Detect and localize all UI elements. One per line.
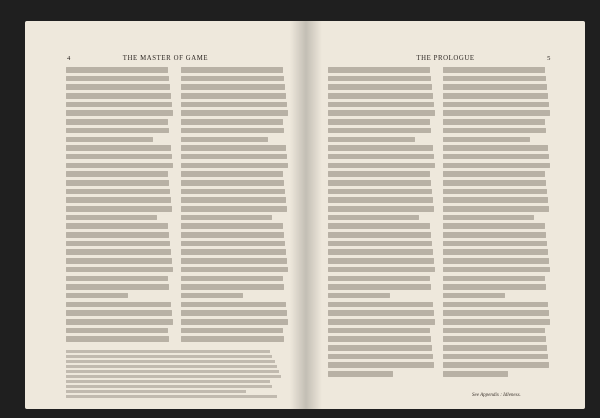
text-line xyxy=(66,215,157,221)
text-line xyxy=(443,362,549,368)
text-line xyxy=(66,110,173,116)
text-line xyxy=(443,206,549,212)
text-line xyxy=(66,84,170,90)
text-line xyxy=(443,223,545,229)
text-line xyxy=(443,189,547,195)
text-line xyxy=(181,137,268,143)
text-line xyxy=(443,128,546,134)
text-line xyxy=(181,93,286,99)
text-line xyxy=(328,110,435,116)
text-line xyxy=(66,197,171,203)
text-line xyxy=(66,276,168,282)
text-line xyxy=(181,249,286,255)
text-line xyxy=(328,215,419,221)
text-line xyxy=(181,284,284,290)
text-line xyxy=(181,171,283,177)
text-line xyxy=(181,128,284,134)
text-line xyxy=(443,345,547,351)
text-line xyxy=(328,345,432,351)
gutter-shadow xyxy=(306,21,322,409)
text-line xyxy=(328,171,430,177)
left-page xyxy=(25,21,306,409)
text-line xyxy=(181,267,288,273)
text-line xyxy=(181,102,287,108)
text-line xyxy=(66,336,169,342)
right-page xyxy=(306,21,585,409)
text-line xyxy=(66,390,246,393)
text-line xyxy=(443,328,545,334)
text-line xyxy=(443,249,548,255)
text-line xyxy=(66,310,172,316)
right-page-column-2 xyxy=(443,67,551,380)
text-line xyxy=(181,84,285,90)
left-page-number: 4 xyxy=(67,55,71,62)
text-line xyxy=(66,102,172,108)
text-line xyxy=(443,84,547,90)
text-line xyxy=(66,137,153,143)
text-line xyxy=(181,276,283,282)
text-line xyxy=(443,371,508,377)
text-line xyxy=(66,365,277,368)
text-line xyxy=(443,119,545,125)
text-line xyxy=(328,180,431,186)
text-line xyxy=(181,302,286,308)
text-line xyxy=(181,215,272,221)
text-line xyxy=(66,232,169,238)
text-line xyxy=(443,102,549,108)
text-line xyxy=(328,197,433,203)
right-page-column-1 xyxy=(328,67,436,380)
text-line xyxy=(328,76,431,82)
text-line xyxy=(328,328,430,334)
right-page-number: 5 xyxy=(547,55,551,62)
text-line xyxy=(66,375,281,378)
text-line xyxy=(328,189,432,195)
text-line xyxy=(181,189,285,195)
text-line xyxy=(66,171,168,177)
text-line xyxy=(443,215,534,221)
text-line xyxy=(66,163,173,169)
right-page-footer-note: See Appendix : Idleness. xyxy=(472,393,521,398)
text-line xyxy=(66,128,169,134)
text-line xyxy=(181,76,284,82)
text-line xyxy=(328,258,434,264)
text-line xyxy=(328,319,435,325)
text-line xyxy=(443,110,550,116)
text-line xyxy=(328,293,390,299)
text-line xyxy=(443,276,545,282)
text-line xyxy=(181,336,284,342)
text-line xyxy=(181,293,243,299)
text-line xyxy=(181,154,287,160)
text-line xyxy=(181,163,288,169)
text-line xyxy=(328,145,433,151)
right-running-head: THE PROLOGUE xyxy=(416,55,475,62)
text-line xyxy=(181,180,284,186)
text-line xyxy=(443,319,550,325)
text-line xyxy=(66,249,171,255)
text-line xyxy=(66,241,170,247)
text-line xyxy=(66,223,168,229)
text-line xyxy=(66,293,128,299)
text-line xyxy=(181,319,288,325)
text-line xyxy=(66,350,270,353)
open-book xyxy=(25,21,585,409)
text-line xyxy=(328,276,430,282)
left-page-footnotes xyxy=(66,350,288,400)
text-line xyxy=(181,119,283,125)
text-line xyxy=(443,197,548,203)
text-line xyxy=(328,336,431,342)
text-line xyxy=(328,249,433,255)
text-line xyxy=(443,241,547,247)
text-line xyxy=(66,93,171,99)
text-line xyxy=(443,310,549,316)
left-page-column-2 xyxy=(181,67,289,345)
text-line xyxy=(443,267,550,273)
text-line xyxy=(328,310,434,316)
text-line xyxy=(181,223,283,229)
text-line xyxy=(328,67,430,73)
text-line xyxy=(66,385,272,388)
text-line xyxy=(181,110,288,116)
text-line xyxy=(181,145,286,151)
text-line xyxy=(66,370,279,373)
text-line xyxy=(328,241,432,247)
text-line xyxy=(328,93,433,99)
text-line xyxy=(443,284,546,290)
text-line xyxy=(181,258,287,264)
text-line xyxy=(328,84,432,90)
text-line xyxy=(66,284,169,290)
text-line xyxy=(443,145,548,151)
text-line xyxy=(66,319,173,325)
text-line xyxy=(443,336,546,342)
text-line xyxy=(66,154,172,160)
text-line xyxy=(181,328,283,334)
text-line xyxy=(328,163,435,169)
text-line xyxy=(328,154,434,160)
text-line xyxy=(328,362,434,368)
left-running-head: THE MASTER OF GAME xyxy=(122,55,209,62)
text-line xyxy=(443,258,549,264)
text-line xyxy=(328,102,434,108)
text-line xyxy=(181,232,284,238)
text-line xyxy=(66,267,173,273)
text-line xyxy=(443,154,549,160)
text-line xyxy=(443,180,546,186)
text-line xyxy=(66,67,168,73)
text-line xyxy=(443,293,505,299)
text-line xyxy=(66,355,272,358)
text-line xyxy=(443,232,546,238)
text-line xyxy=(328,267,435,273)
text-line xyxy=(181,67,283,73)
text-line xyxy=(66,206,172,212)
text-line xyxy=(328,302,433,308)
left-page-column-1 xyxy=(66,67,174,345)
text-line xyxy=(443,76,546,82)
text-line xyxy=(66,360,275,363)
text-line xyxy=(66,395,277,398)
text-line xyxy=(66,302,171,308)
text-line xyxy=(328,284,431,290)
text-line xyxy=(328,371,393,377)
text-line xyxy=(443,93,548,99)
text-line xyxy=(328,206,434,212)
text-line xyxy=(66,328,168,334)
gutter-shadow xyxy=(290,21,306,409)
text-line xyxy=(328,119,430,125)
text-line xyxy=(328,137,415,143)
text-line xyxy=(66,76,169,82)
text-line xyxy=(443,163,550,169)
text-line xyxy=(181,310,287,316)
text-line xyxy=(181,206,287,212)
text-line xyxy=(66,180,169,186)
text-line xyxy=(443,137,530,143)
text-line xyxy=(443,302,548,308)
text-line xyxy=(443,67,545,73)
text-line xyxy=(328,232,431,238)
text-line xyxy=(328,354,433,360)
text-line xyxy=(66,145,171,151)
text-line xyxy=(328,128,431,134)
text-line xyxy=(181,241,285,247)
text-line xyxy=(443,171,545,177)
text-line xyxy=(181,197,286,203)
text-line xyxy=(66,119,168,125)
text-line xyxy=(328,223,430,229)
text-line xyxy=(66,258,172,264)
text-line xyxy=(443,354,548,360)
text-line xyxy=(66,189,170,195)
text-line xyxy=(66,380,270,383)
